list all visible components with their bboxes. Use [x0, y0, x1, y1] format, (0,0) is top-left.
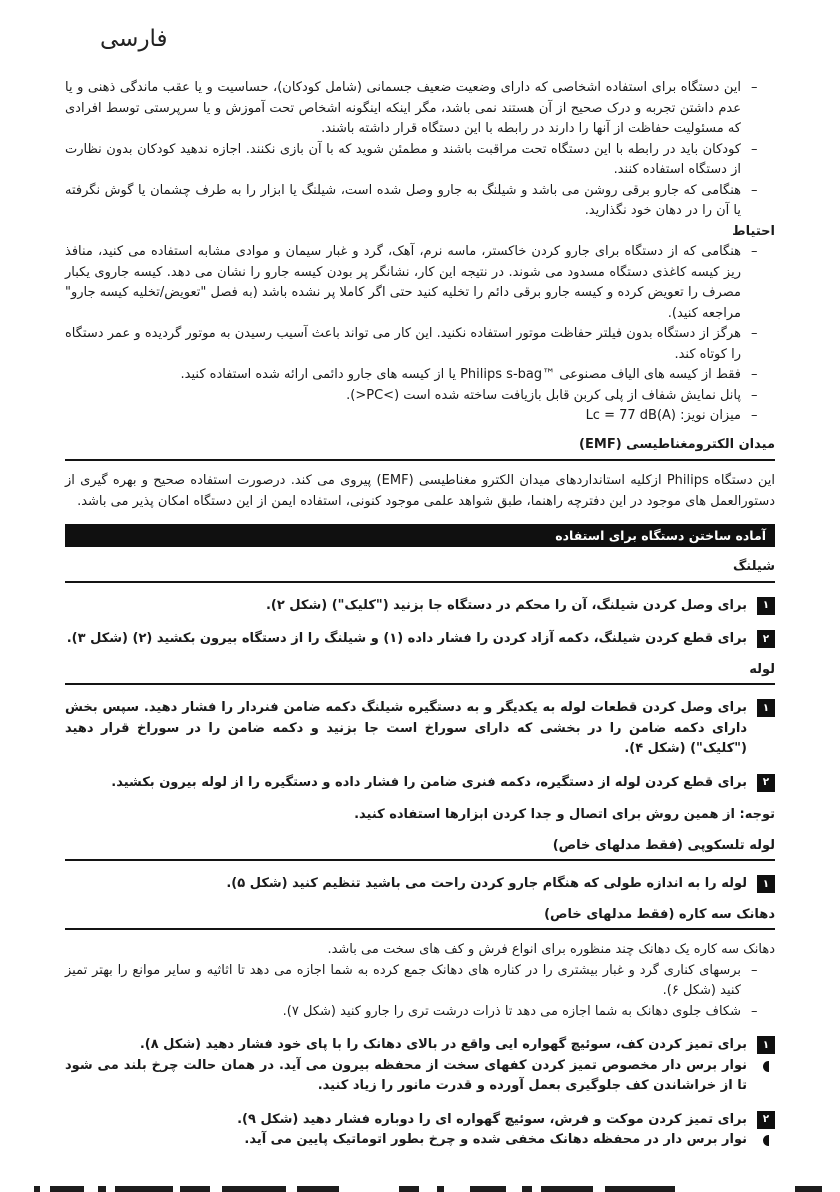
nozzle-intro-paragraph: دهانک سه کاره یک دهانک چند منظوره برای انواع فرش و کف های سخت می باشد. — [327, 942, 775, 957]
sub-bullet-row — [65, 1056, 775, 1097]
list-item-text: میزان نویز: ‎Lc = 77 dB(A)‎ — [585, 408, 741, 423]
step-text: لوله را به اندازه طولی که هنگام جارو کردن راحت می باشید تنظیم کنید (شکل ۵). — [226, 876, 747, 891]
list-item-text: این دستگاه برای استفاده اشخاصی که دارای وضعیت ضعیف جسمانی (شامل کودکان)، حساسیت و یا عقب ماندگی ذهنی و یا عدم داشتن تجربه و درک صحیح از آن هستند نمی باشد، مگر اینکه اینگونه اشخاص تحت آموزش و یا سرپرستی توسط افرادی که مسئولیت حفاظت از آنها را دارند در رابطه با این دستگاه قرار داشته باشند. — [65, 80, 741, 136]
step-number-badge: ۲ — [757, 630, 775, 648]
section-heading-nozzle: دهانک سه کاره (فقط مدلهای خاص) — [65, 905, 775, 931]
section-heading-telescopic-tube: لوله تلسکوپی (فقط مدلهای خاص) — [65, 836, 775, 862]
list-item-text: پانل نمایش شفاف از پلی کربن قابل بازیافت ساخته شده است (‎>PC<‎). — [346, 387, 741, 403]
step-number-badge: ۲ — [757, 1111, 775, 1129]
dash-bullet-icon — [751, 324, 771, 345]
list-item — [65, 961, 775, 1002]
section-heading-hose: شیلنگ — [65, 557, 775, 583]
list-item — [65, 181, 775, 222]
list-item-text: برسهای کناری گرد و غبار بیشتری را در کناره های دهانک جمع کرده به شما اجازه می دهد تا اثاثیه و سایر موانع را بهتر تمیز کنید (شکل ۶). — [65, 962, 741, 998]
step-text: برای تمیز کردن کف، سوئیچ گهواره ایی واقع در بالای دهانک را با پای خود فشار دهید (شکل ۸). — [139, 1037, 747, 1052]
step-number-badge: ۱ — [757, 597, 775, 615]
list-item — [65, 242, 775, 324]
emf-paragraph: این دستگاه Philips ازکلیه استانداردهای میدان الکترو مغناطیسی (EMF) پیروی می کند. درصورت استفاده صحیح و بهره گیری از دستورالعمل های موجود در این دفترچه راهنما، طبق شواهد علمی موجود کنونی، استفاده ایمن از این دستگاه امکان پذیر می باشد. — [65, 473, 775, 509]
step-row — [65, 773, 775, 794]
step-number-badge: ۱ — [757, 875, 775, 893]
step-row — [65, 596, 775, 617]
step-number-badge: ۱ — [757, 1036, 775, 1054]
list-item — [65, 1002, 775, 1023]
list-item-text: هنگامی که جارو برقی روشن می باشد و شیلنگ به جارو وصل شده است، شیلنگ یا ابزار را به طرف چشمان یا گوش نگرفته یا آن را در دهان خود نگذارید. — [65, 182, 741, 218]
step-text: برای وصل کردن قطعات لوله به یکدیگر و به دستگیره شیلنگ دکمه ضامن فنردار را فشار دهید. سپس بخش دارای دکمه ضامن را در بخشی که دارای سوراخ است جا بزنید و دکمه ضامن را در سوراخ قرار دهید ("کلیک") (شکل ۴). — [65, 700, 747, 756]
chapter-bar-title: آماده ساختن دستگاه برای استفاده — [65, 524, 775, 547]
list-item — [65, 78, 775, 140]
dash-bullet-icon — [751, 140, 771, 161]
dash-bullet-icon — [751, 386, 771, 407]
dash-bullet-icon — [751, 181, 771, 202]
page-content — [65, 0, 775, 1151]
step-row — [65, 1110, 775, 1131]
dash-bullet-icon — [751, 961, 771, 982]
half-disc-bullet-icon — [757, 1130, 775, 1146]
step-row — [65, 1035, 775, 1056]
safety-bullet-list — [65, 78, 775, 222]
nozzle-bullet-list — [65, 961, 775, 1023]
sub-bullet-text: نوار برس دار مخصوص تمیز کردن کفهای سخت از محفظه بیرون می آید. در همان حالت چرخ بلند می شود تا از خراشاندن کف جلوگیری بعمل آورده و قدرت مانور را زیاد کنید. — [65, 1057, 747, 1093]
step-text: برای تمیز کردن موکت و فرش، سوئیچ گهواره ای را دوباره فشار دهید (شکل ۹). — [237, 1111, 747, 1127]
list-item — [65, 365, 775, 386]
note-text: توجه: از همین روش برای اتصال و جدا کردن ابزارها استفاده کنید. — [354, 807, 775, 822]
caution-heading: احتیاط — [732, 223, 775, 239]
dash-bullet-icon — [751, 1002, 771, 1023]
list-item — [65, 406, 775, 427]
section-heading-tube: لوله — [65, 660, 775, 686]
step-number-badge: ۲ — [757, 774, 775, 792]
step-row — [65, 629, 775, 650]
list-item-text: هنگامی که از دستگاه برای جارو کردن خاکستر، ماسه نرم، آهک، گرد و غبار سیمان و موادی مشابه استفاده می کنید، منافذ ریز کیسه کاغذی دستگاه مسدود می شوند. در نتیجه این کار، نشانگر پر بودن کیسه جارو را نشان می دهد. کیسه جاروی یکبار مصرف را تعویض کرده و کیسه جارو برقی دائم را تخلیه کنید حتی اگر کاملا پر نشده باشد (به فصل "تعویض/تخلیه کیسه جارو" مراجعه کنید). — [65, 244, 741, 321]
dash-bullet-icon — [751, 365, 771, 386]
list-item-text: شکاف جلوی دهانک به شما اجازه می دهد تا ذرات درشت تری را جارو کنید (شکل ۷). — [282, 1003, 741, 1019]
page-bottom-print-artifact — [28, 1186, 822, 1192]
language-label: فارسی — [100, 26, 168, 52]
sub-bullet-row — [65, 1130, 775, 1151]
list-item-text: فقط از کیسه های الیاف مصنوعی ‎Philips s-bag™‎ یا از کیسه های جارو دائمی ارائه شده استفاده کنید. — [180, 367, 741, 382]
step-text: برای وصل کردن شیلنگ، آن را محکم در دستگاه جا بزنید ("کلیک") (شکل ۲). — [265, 597, 747, 613]
dash-bullet-icon — [751, 242, 771, 263]
dash-bullet-icon — [751, 78, 771, 99]
step-number-badge: ۱ — [757, 699, 775, 717]
list-item — [65, 140, 775, 181]
emf-heading: میدان الکترومغناطیسی (EMF) — [65, 435, 775, 462]
dash-bullet-icon — [751, 406, 771, 427]
caution-bullet-list — [65, 242, 775, 427]
list-item — [65, 324, 775, 365]
step-text: برای قطع کردن لوله از دستگیره، دکمه فنری ضامن را فشار داده و دستگیره را از لوله بیرون بکشید. — [111, 774, 747, 790]
step-row — [65, 698, 775, 760]
list-item-text: هرگز از دستگاه بدون فیلتر حفاظت موتور استفاده نکنید. این کار می تواند باعث آسیب رسیدن به موتور گردیده و عمر دستگاه را کوتاه کند. — [65, 326, 741, 362]
step-text: برای قطع کردن شیلنگ، دکمه آزاد کردن را فشار داده (۱) و شیلنگ را از دستگاه بیرون بکشید (۲) (شکل ۳). — [66, 631, 747, 646]
half-disc-bullet-icon — [757, 1056, 775, 1072]
list-item — [65, 386, 775, 407]
step-row — [65, 874, 775, 895]
list-item-text: کودکان باید در رابطه با این دستگاه تحت مراقبت باشند و مطمئن شوید که با آن بازی نکنند. اجازه ندهید کودکان بدون نظارت از دستگاه استفاده کنند. — [65, 141, 741, 177]
sub-bullet-text: نوار برس دار در محفظه دهانک مخفی شده و چرخ بطور اتوماتیک پایین می آید. — [244, 1132, 747, 1147]
